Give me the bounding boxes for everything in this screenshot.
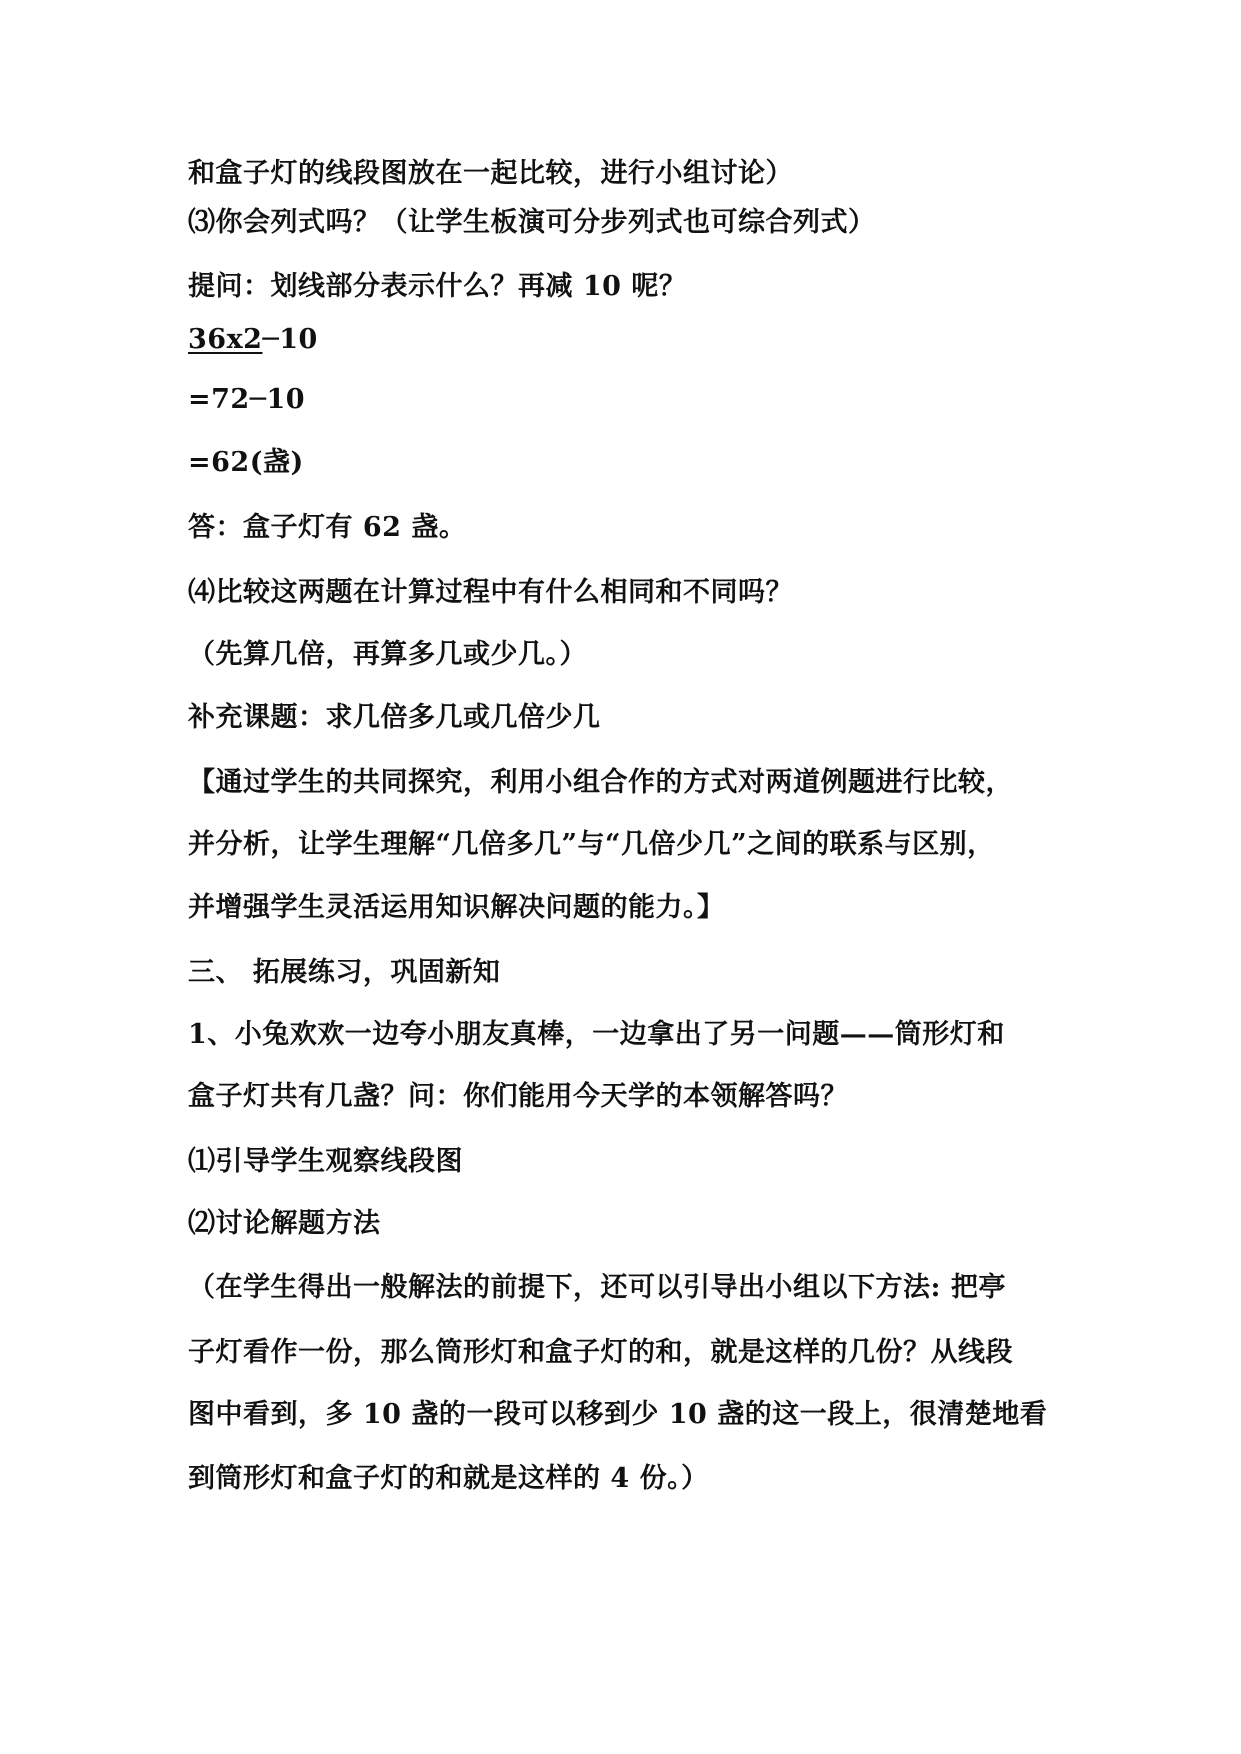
- text-line-7: 答：盒子灯有 62 盏。: [188, 512, 467, 543]
- text-line-19: （在学生得出一般解法的前提下，还可以引导出小组以下方法: 把亭: [188, 1272, 1006, 1303]
- formula-line: [188, 320, 1068, 360]
- text-line-6: =62(盏): [188, 447, 304, 478]
- text-line-2: ⑶你会列式吗？（让学生板演可分步列式也可综合列式）: [188, 207, 876, 238]
- text-line-13: 并增强学生灵活运用知识解决问题的能力。】: [188, 892, 725, 923]
- text-line-22: 到筒形灯和盒子灯的和就是这样的 4 份。）: [188, 1463, 709, 1494]
- text-line-8: ⑷比较这两题在计算过程中有什么相同和不同吗？: [188, 577, 793, 608]
- text-line-1: 和盒子灯的线段图放在一起比较，进行小组讨论）: [188, 158, 793, 189]
- text-line-9: （先算几倍，再算多几或少几。）: [188, 639, 587, 670]
- text-line-3: 提问：划线部分表示什么？再减 10 呢？: [188, 271, 687, 302]
- text-line-12: 并分析，让学生理解“几倍多几”与“几倍少几”之间的联系与区别，: [188, 829, 995, 860]
- text-line-21: 图中看到，多 10 盏的一段可以移到少 10 盏的这一段上，很清楚地看: [188, 1399, 1048, 1430]
- text-line-5: =72─10: [188, 384, 306, 415]
- text-line-15: 1、小兔欢欢一边夸小朋友真棒，一边拿出了另一问题——筒形灯和: [188, 1019, 1005, 1050]
- text-line-18: ⑵讨论解题方法: [188, 1208, 381, 1239]
- formula-rest: ─10: [262, 324, 318, 355]
- section-heading: 三、 拓展练习，巩固新知: [188, 957, 501, 988]
- text-line-17: ⑴引导学生观察线段图: [188, 1146, 463, 1177]
- text-line-20: 子灯看作一份，那么筒形灯和盒子灯的和，就是这样的几份？从线段: [188, 1337, 1013, 1368]
- text-line-10: 补充课题：求几倍多几或几倍少几: [188, 702, 601, 733]
- text-line-11: 【通过学生的共同探究，利用小组合作的方式对两道例题进行比较，: [188, 767, 1013, 798]
- text-line-16: 盒子灯共有几盏？问：你们能用今天学的本领解答吗？: [188, 1081, 848, 1112]
- formula-underlined-part: 36x2: [188, 324, 263, 355]
